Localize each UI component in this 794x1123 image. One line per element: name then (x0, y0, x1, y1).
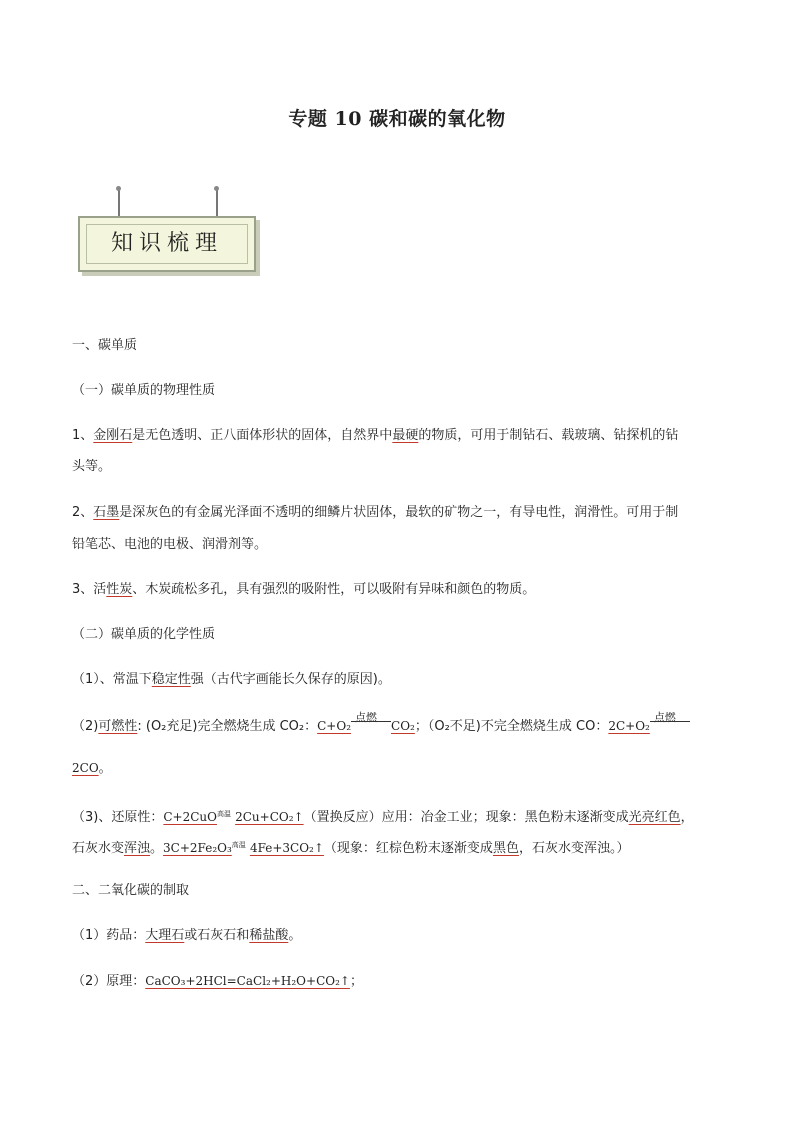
paragraph-2: 2、石墨是深灰色的有金属光泽面不透明的细鳞片状固体，最软的矿物之一，有导电性，润滑性。可用于制 (72, 505, 679, 520)
paragraph-1: 1、金刚石是无色透明、正八面体形状的固体，自然界中最硬的物质，可用于制钻石、载玻璃、钻探机的钻 (72, 428, 679, 443)
co2-prep-2: （2）原理：CaCO₃+2HCl=CaCl₂+H₂O+CO₂↑； (72, 974, 363, 989)
co2-prep-1: （1）药品：大理石或石灰石和稀盐酸。 (72, 928, 302, 943)
page-title: 专题 10 碳和碳的氧化物 (288, 108, 506, 130)
section-heading-2: 二、二氧化碳的制取 (72, 883, 190, 898)
chem-property-2-cont: 2CO。 (72, 761, 112, 776)
sign-pin-left (116, 186, 121, 191)
chem-property-3-cont: 石灰水变浑浊。3C+2Fe₂O₃$^{高温}$ 4Fe+3CO₂↑（现象：红棕色粉末逐渐变成黑色，石灰水变浑浊。） (72, 841, 630, 856)
chem-property-1: （1）、常温下稳定性强（古代字画能长久保存的原因)。 (72, 672, 391, 687)
subsection-heading-1: （一）碳单质的物理性质 (72, 383, 216, 398)
section-heading-1: 一、碳单质 (72, 338, 138, 353)
chem-property-2: （2)可燃性: (O₂充足)完全燃烧生成 CO₂：C+O₂ 点燃 CO₂；（O₂不足)不完全燃烧生成 CO：2C+O₂ 点燃 (72, 711, 732, 742)
sign-label: 知识梳理 (110, 231, 223, 256)
knowledge-sign (72, 188, 262, 278)
sign-board (78, 216, 256, 272)
paragraph-1-cont: 头等。 (72, 459, 112, 474)
chem-property-3: （3)、还原性：C+2CuO$^{高温}$ 2Cu+CO₂↑（置换反应）应用：冶金工业；现象：黑色粉末逐渐变成光亮红色， (72, 810, 694, 825)
subsection-heading-2: （二）碳单质的化学性质 (72, 627, 216, 642)
paragraph-3: 3、活性炭、木炭疏松多孔，具有强烈的吸附性，可以吸附有异味和颜色的物质。 (72, 582, 536, 597)
sign-pin-right (214, 186, 219, 191)
paragraph-2-cont: 铅笔芯、电池的电极、润滑剂等。 (72, 537, 268, 552)
